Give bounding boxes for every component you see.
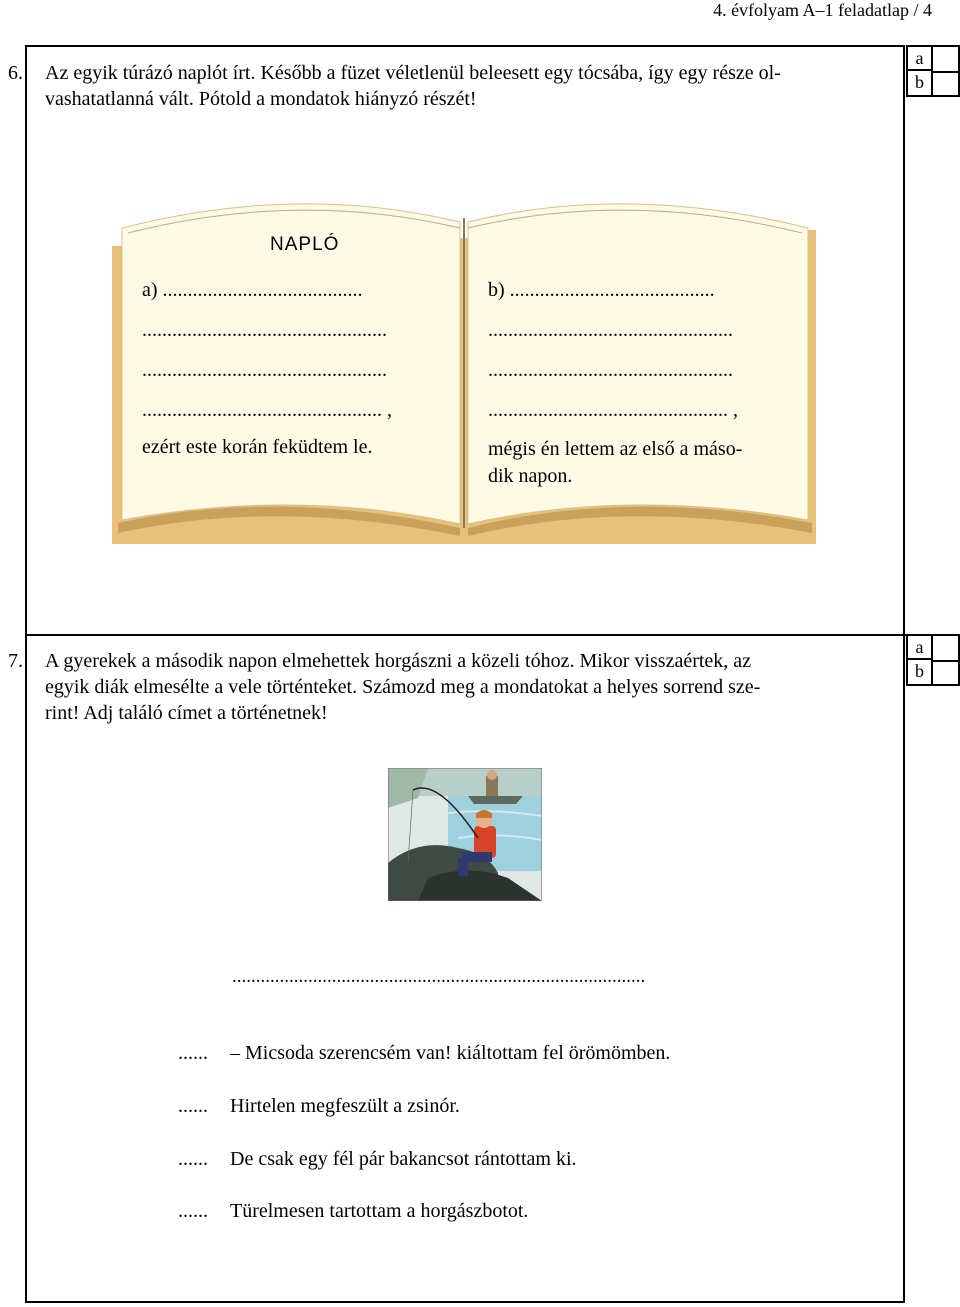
score-label-a: a <box>908 47 933 71</box>
task6-score-box <box>906 45 960 97</box>
score-label-b: b <box>908 71 933 95</box>
score-label-a: a <box>908 636 933 660</box>
task6-instruction-line2: vashatatlanná vált. Pótold a mondatok hiányzó részét! <box>45 88 477 110</box>
left-blank-line-4[interactable]: ................................................ , <box>142 399 392 421</box>
sentence-text: De csak egy fél pár bakancsot rántottam ki. <box>230 1148 577 1170</box>
order-blank[interactable]: ...... <box>178 1148 208 1170</box>
task7-instruction-line2: egyik diák elmesélte a vele történteket. Számozd meg a mondatokat a helyes sorrend sze- <box>45 676 761 698</box>
right-blank-line-b[interactable]: b) ......................................... <box>488 279 715 301</box>
order-blank[interactable]: ...... <box>178 1095 208 1117</box>
right-sentence-ending-2: dik napon. <box>488 465 573 487</box>
order-blank[interactable]: ...... <box>178 1042 208 1064</box>
task-divider <box>25 634 960 636</box>
score-label-b: b <box>908 660 933 684</box>
task7-number: 7. <box>8 650 23 672</box>
sentence-text: – Micsoda szerencsém van! kiáltottam fel örömömben. <box>230 1042 671 1064</box>
task7-instruction-line3: rint! Adj találó címet a történetnek! <box>45 702 328 724</box>
sentence-row <box>178 1042 670 1065</box>
left-blank-line-a[interactable]: a) ........................................ <box>142 279 363 301</box>
page-header: 4. évfolyam A–1 feladatlap / 4 <box>713 0 932 20</box>
diary-title: NAPLÓ <box>270 234 340 255</box>
task6-instruction-line1: Az egyik túrázó naplót írt. Később a füzet véletlenül beleesett egy tócsába, így egy része ol- <box>45 62 781 84</box>
task6-number: 6. <box>8 62 23 84</box>
left-sentence-ending: ezért este korán feküdtem le. <box>142 436 373 458</box>
sentence-text: Türelmesen tartottam a horgászbotot. <box>230 1200 529 1222</box>
sentence-row <box>178 1095 460 1118</box>
right-sentence-ending-1: mégis én lettem az első a máso- <box>488 438 743 460</box>
sentence-text: Hirtelen megfeszült a zsinór. <box>230 1095 460 1117</box>
task7-score-box <box>906 634 960 686</box>
left-blank-line-2[interactable]: ................................................. <box>142 319 387 341</box>
order-blank[interactable]: ...... <box>178 1200 208 1222</box>
sentence-row <box>178 1200 528 1223</box>
boy-fishing-illustration <box>388 768 542 901</box>
right-blank-line-3[interactable]: ................................................. <box>488 359 733 381</box>
left-blank-line-3[interactable]: ................................................. <box>142 359 387 381</box>
right-blank-line-2[interactable]: ................................................. <box>488 319 733 341</box>
story-title-blank[interactable]: ....................................................................................... <box>232 966 646 987</box>
sentence-row <box>178 1148 577 1171</box>
task7-instruction-line1: A gyerekek a második napon elmehettek horgászni a közeli tóhoz. Mikor visszaértek, az <box>45 650 752 672</box>
right-blank-line-4[interactable]: ................................................ , <box>488 399 738 421</box>
